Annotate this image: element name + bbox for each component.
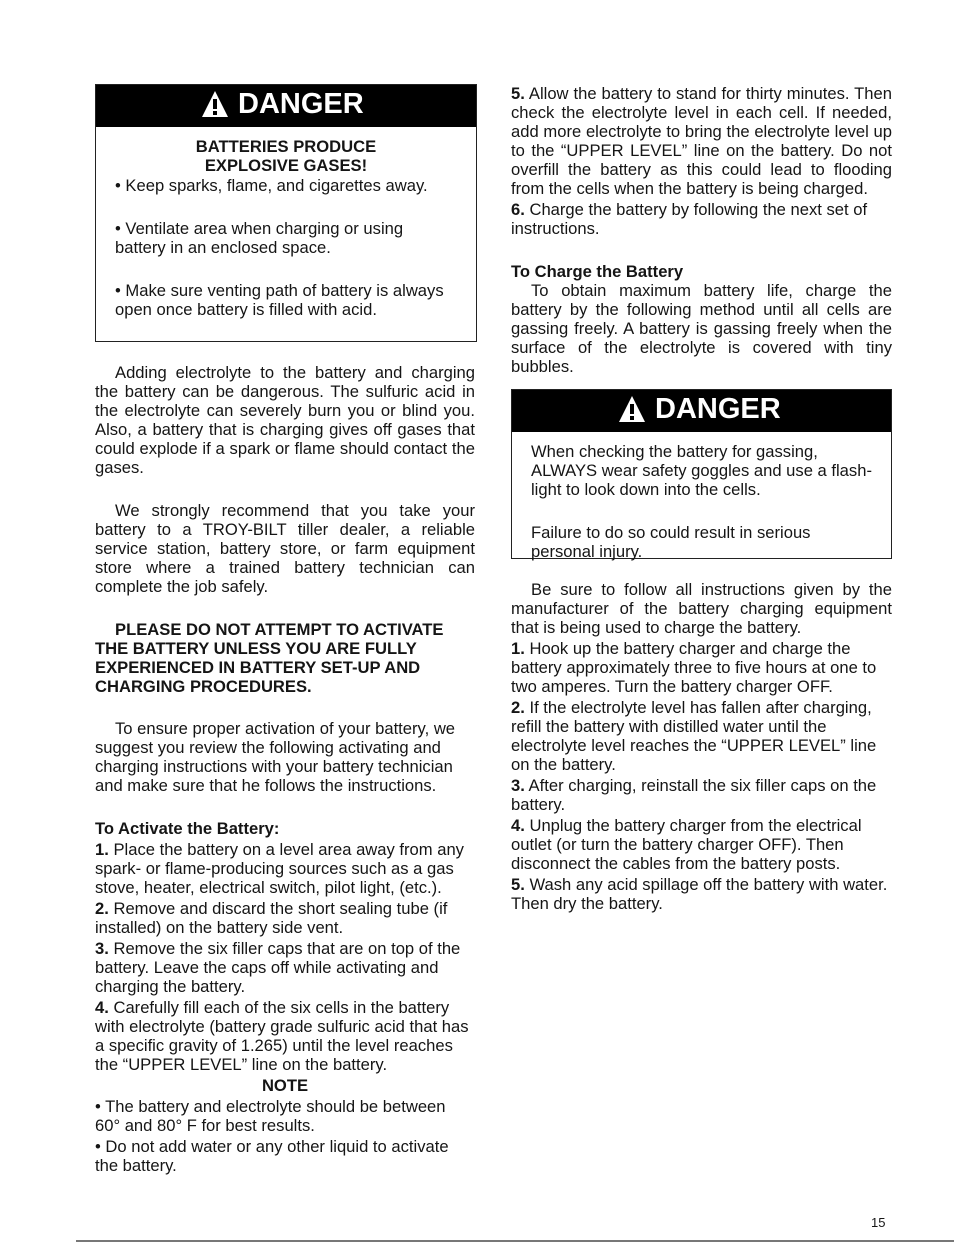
- page-number: 15: [871, 1215, 886, 1230]
- list-item: [95, 840, 475, 897]
- step-text: Remove the six filler caps that are on top of the battery. Leave the caps off while activating and charging the battery.: [95, 939, 461, 996]
- list-item: [511, 698, 892, 774]
- step-text: Allow the battery to stand for thirty minutes. Then check the electrolyte level in each cell. If needed, add more electrolyte to bring the electrolyte level up to the “UPPER LEVEL” line on the battery. Do not overfill the battery as this could lead to flooding from the cells when the battery is being charged.: [511, 84, 892, 198]
- warning-paragraph: PLEASE DO NOT ATTEMPT TO ACTIVATE THE BATTERY UNLESS YOU ARE FULLY EXPERIENCED IN BATTERY SET-UP AND CHARGING PROCEDURES.: [95, 620, 444, 696]
- right-column: [511, 84, 892, 913]
- paragraph-activation-intro: To ensure proper activation of your battery, we suggest you review the following activating and charging instructions with your battery technician and make sure that he follows the instructions.: [95, 719, 456, 795]
- list-item: [511, 200, 892, 238]
- danger-box-explosive-gases: [95, 84, 477, 342]
- step-text: Charge the battery by following the next set of instructions.: [511, 200, 868, 238]
- danger-bullet: • Ventilate area when charging or using battery in an enclosed space.: [115, 219, 404, 257]
- danger-heading: [115, 137, 457, 175]
- paragraph-dangers: Adding electrolyte to the battery and charging the battery can be dangerous. The sulfuric acid in the electrolyte can severely burn you or blind you. Also, a battery that is charging gives off gases that could explode if a spark or flame should contact the gases.: [95, 363, 475, 477]
- step-text: Unplug the battery charger from the electrical outlet (or turn the battery charger OFF). Then disconnect the cables from the battery posts.: [511, 816, 862, 873]
- danger-paragraph: Failure to do so could result in serious personal injury.: [531, 523, 811, 561]
- list-item: [511, 875, 892, 913]
- danger-bullet: • Make sure venting path of battery is always open once battery is filled with acid.: [115, 281, 444, 319]
- danger-heading-line-1: BATTERIES PRODUCE: [195, 137, 377, 156]
- danger-title: DANGER: [238, 87, 364, 120]
- list-item: [95, 899, 475, 937]
- paragraph-recommendation: We strongly recommend that you take your battery to a TROY-BILT tiller dealer, a reliable service station, battery store, or farm equipment store where a trained battery technician can complete the job safely.: [95, 501, 475, 596]
- note-heading: NOTE: [261, 1076, 309, 1095]
- step-number: 1.: [511, 639, 525, 658]
- charge-steps-list: [511, 639, 892, 913]
- step-text: Carefully fill each of the six cells in the battery with electrolyte (battery grade sulfuric acid that has a specific gravity of 1.265) until the level reaches the “UPPER LEVEL” line on the battery.: [95, 998, 469, 1074]
- warning-triangle-icon: [201, 90, 229, 118]
- warning-triangle-icon: [618, 395, 646, 423]
- list-item: [511, 776, 892, 814]
- step-text: Hook up the battery charger and charge the battery approximately three to five hours at one to two amperes. Turn the battery charger OFF.: [511, 639, 877, 696]
- step-number: 2.: [95, 899, 109, 918]
- step-number: 4.: [511, 816, 525, 835]
- activate-heading: To Activate the Battery:: [95, 819, 280, 838]
- step-number: 5.: [511, 875, 525, 894]
- list-item: [95, 998, 475, 1074]
- list-item: [511, 84, 892, 198]
- step-text: If the electrolyte level has fallen after charging, refill the battery with distilled water until the electrolyte level reaches the “UPPER LEVEL” line on the battery.: [511, 698, 877, 774]
- danger-title: DANGER: [655, 392, 781, 425]
- danger-paragraph: When checking the battery for gassing, ALWAYS wear safety goggles and use a flash-light to look down into the cells.: [531, 442, 872, 499]
- step-number: 1.: [95, 840, 109, 859]
- danger-banner: [512, 390, 891, 432]
- charge-intro-paragraph: To obtain maximum battery life, charge the battery by the following method until all cells are gassing freely. A battery is gassing freely when the surface of the electrolyte is covered with tiny bubbles.: [511, 281, 892, 376]
- footer-rule: [76, 1240, 954, 1242]
- list-item: [511, 639, 892, 696]
- danger-box-goggles: [511, 389, 892, 559]
- step-text: Wash any acid spillage off the battery with water. Then dry the battery.: [511, 875, 888, 913]
- danger-heading-line-2: EXPLOSIVE GASES!: [204, 156, 368, 175]
- step-number: 3.: [511, 776, 525, 795]
- step-number: 5.: [511, 84, 525, 103]
- step-number: 3.: [95, 939, 109, 958]
- list-item: [95, 939, 475, 996]
- left-column: [95, 84, 475, 1175]
- note-item: • The battery and electrolyte should be between 60° and 80° F for best results.: [95, 1097, 446, 1135]
- step-text: After charging, reinstall the six filler caps on the battery.: [511, 776, 877, 814]
- charge-heading: To Charge the Battery: [511, 262, 684, 281]
- danger-bullet: • Keep sparks, flame, and cigarettes away.: [115, 176, 428, 195]
- list-item: [511, 816, 892, 873]
- danger-banner: [96, 85, 476, 127]
- note-item: • Do not add water or any other liquid to activate the battery.: [95, 1137, 449, 1175]
- activate-steps-list: [95, 840, 475, 1074]
- step-number: 6.: [511, 200, 525, 219]
- step-number: 4.: [95, 998, 109, 1017]
- step-text: Place the battery on a level area away from any spark- or flame-producing sources such as a gas stove, heater, electrical switch, pilot light, (etc.).: [95, 840, 464, 897]
- step-text: Remove and discard the short sealing tube (if installed) on the battery side vent.: [95, 899, 448, 937]
- step-number: 2.: [511, 698, 525, 717]
- paragraph-follow-instructions: Be sure to follow all instructions given by the manufacturer of the battery charging equipment that is being used to charge the battery.: [511, 580, 892, 637]
